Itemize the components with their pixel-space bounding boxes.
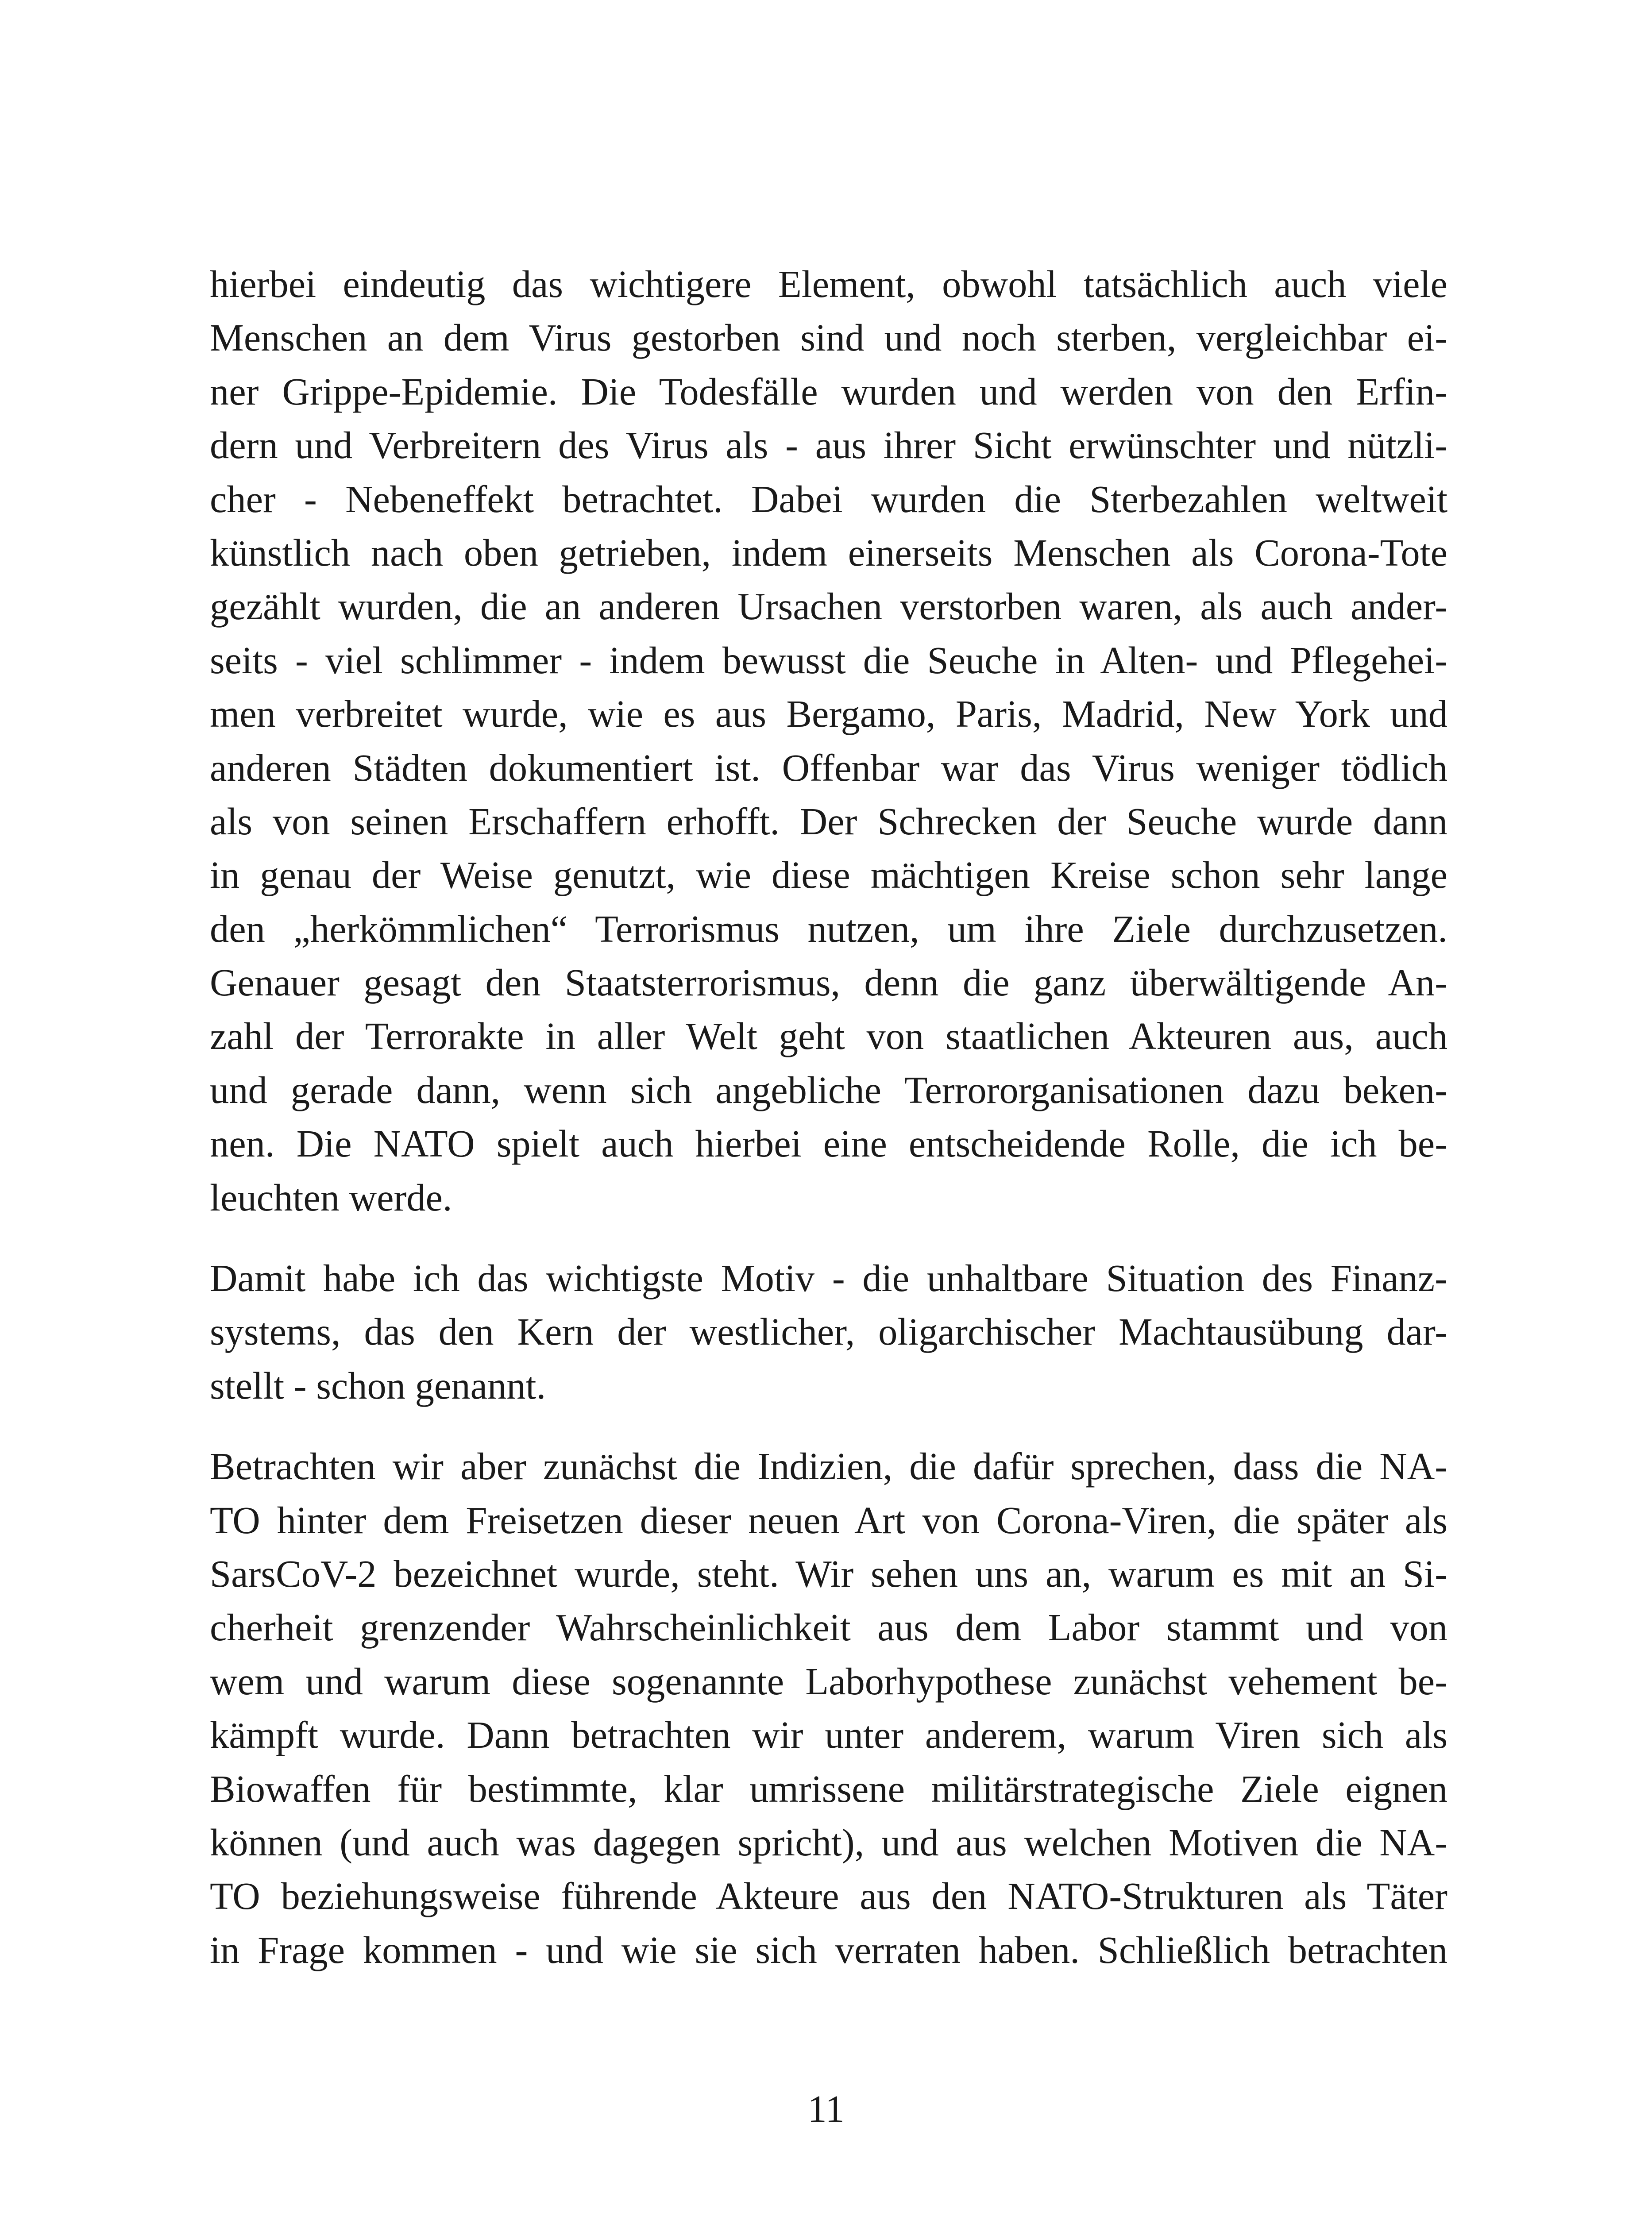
page-number: 11 [807,2088,845,2130]
paragraph [210,1252,1447,1413]
text-line: leuchten werde. [210,1176,452,1219]
text-line: zahl der Terrorakte in aller Welt geht von staatlichen Akteuren aus, auch [210,1015,1447,1058]
text-line: Biowaffen für bestimmte, klar umrissene militärstrategische Ziele eignen [210,1767,1447,1810]
text-line: SarsCoV-2 bezeichnet wurde, steht. Wir sehen uns an, warum es mit an Si- [210,1552,1447,1595]
text-line: seits - viel schlimmer - indem bewusst die Seuche in Alten- und Pflegehei- [210,639,1447,682]
text-line: nen. Die NATO spielt auch hierbei eine entscheidende Rolle, die ich be- [210,1122,1447,1165]
text-line: kämpft wurde. Dann betrachten wir unter anderem, warum Viren sich als [210,1714,1447,1757]
paragraph [210,258,1447,1225]
body-text [210,258,1447,1977]
text-line: als von seinen Erschaffern erhofft. Der Schrecken der Seuche wurde dann [210,800,1447,843]
text-line: anderen Städten dokumentiert ist. Offenbar war das Virus weniger tödlich [210,746,1447,789]
text-line: wem und warum diese sogenannte Laborhypothese zunächst vehement be- [210,1660,1447,1703]
text-line: gezählt wurden, die an anderen Ursachen verstorben waren, als auch ander- [210,585,1447,628]
paragraph-gap [210,1225,1447,1252]
text-line: können (und auch was dagegen spricht), und aus welchen Motiven die NA- [210,1821,1447,1864]
text-line: und gerade dann, wenn sich angebliche Terrororganisationen dazu beken- [210,1068,1447,1111]
text-line: Menschen an dem Virus gestorben sind und noch sterben, vergleichbar ei- [210,316,1447,359]
text-line: stellt - schon genannt. [210,1364,546,1407]
text-line: hierbei eindeutig das wichtigere Element, obwohl tatsächlich auch viele [210,263,1447,305]
text-line: Betrachten wir aber zunächst die Indizien, die dafür sprechen, dass die NA- [210,1445,1447,1488]
text-line: cherheit grenzender Wahrscheinlichkeit aus dem Labor stammt und von [210,1606,1447,1649]
text-line: men verbreitet wurde, wie es aus Bergamo, Paris, Madrid, New York und [210,693,1447,736]
text-line: künstlich nach oben getrieben, indem einerseits Menschen als Corona-Tote [210,531,1447,574]
text-line: dern und Verbreitern des Virus als - aus ihrer Sicht erwünschter und nützli- [210,424,1447,467]
text-line: systems, das den Kern der westlicher, oligarchischer Machtausübung dar- [210,1311,1447,1353]
text-line: den „herkömmlichen“ Terrorismus nutzen, um ihre Ziele durchzusetzen. [210,907,1447,950]
text-line: TO beziehungsweise führende Akteure aus den NATO-Strukturen als Täter [210,1875,1447,1918]
text-line: TO hinter dem Freisetzen dieser neuen Art von Corona-Viren, die später als [210,1499,1447,1542]
text-line: in genau der Weise genutzt, wie diese mächtigen Kreise schon sehr lange [210,854,1447,897]
text-line: in Frage kommen - und wie sie sich verraten haben. Schließlich betrachten [210,1928,1447,1971]
text-line: cher - Nebeneffekt betrachtet. Dabei wurden die Sterbezahlen weltweit [210,478,1447,520]
text-line: ner Grippe-Epidemie. Die Todesfälle wurden und werden von den Erfin- [210,370,1447,413]
text-line: Damit habe ich das wichtigste Motiv - die unhaltbare Situation des Finanz- [210,1257,1447,1300]
paragraph [210,1440,1447,1977]
paragraph-gap [210,1413,1447,1440]
text-line: Genauer gesagt den Staatsterrorismus, denn die ganz überwältigende An- [210,961,1447,1004]
